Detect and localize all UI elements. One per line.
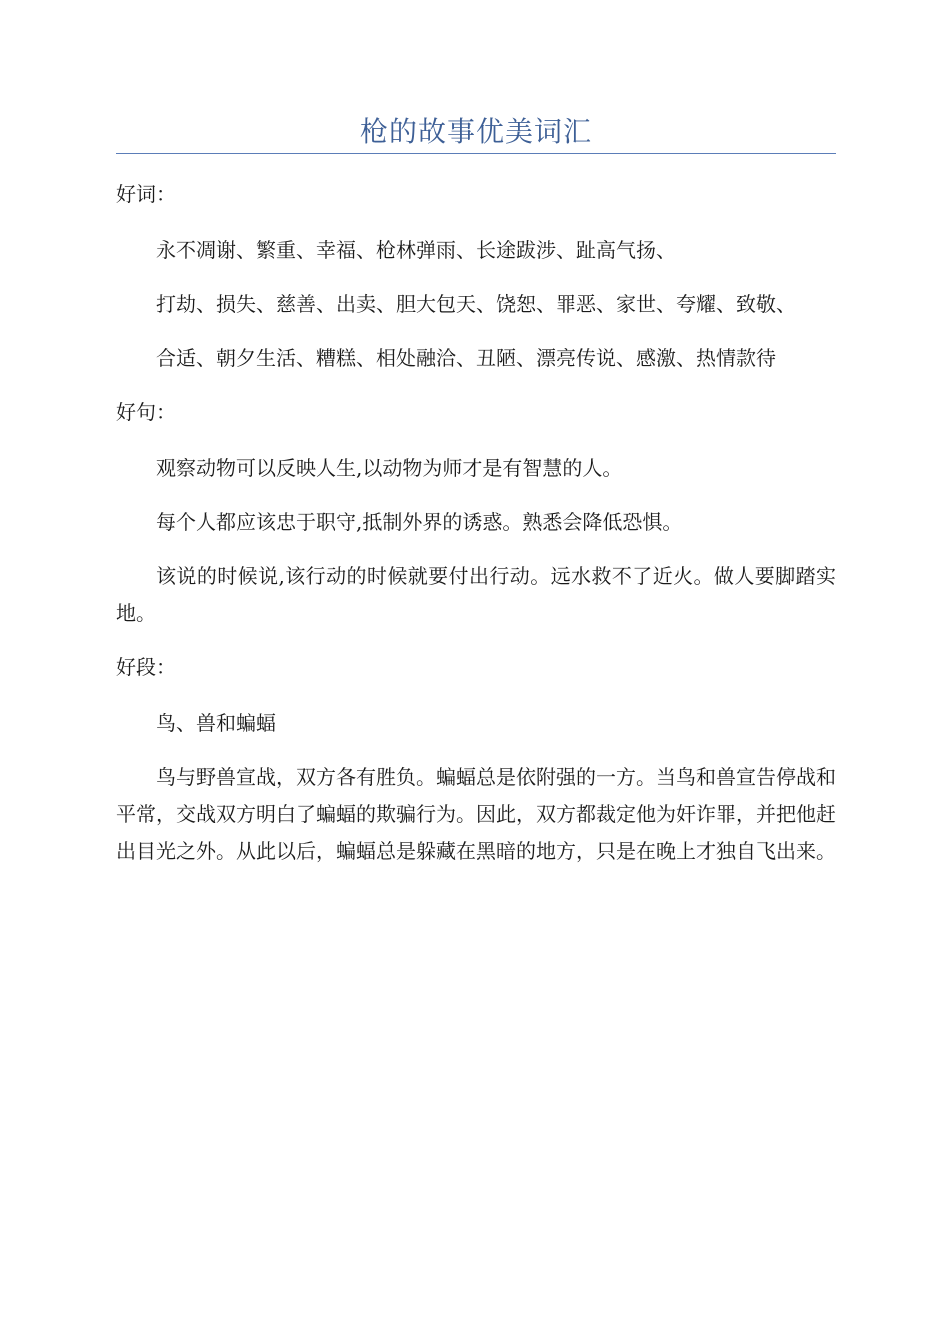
- words-line: 打劫、损失、慈善、出卖、胆大包天、饶恕、罪恶、家世、夸耀、致敬、: [156, 292, 796, 316]
- sentence-line: 观察动物可以反映人生,以动物为师才是有智慧的人。: [156, 456, 623, 480]
- title-underline: [116, 153, 836, 154]
- title-block: [116, 112, 836, 152]
- section-label-words: 好词：: [116, 182, 176, 206]
- words-line: 合适、朝夕生活、糟糕、相处融洽、丑陋、漂亮传说、感激、热情款待: [156, 346, 776, 370]
- sentence-line: 每个人都应该忠于职守,抵制外界的诱惑。熟悉会降低恐惧。: [156, 510, 683, 534]
- paragraph-body: 鸟与野兽宣战，双方各有胜负。蝙蝠总是依附强的一方。当鸟和兽宣告停战和平常，交战双方明白了蝙蝠的欺骗行为。因此，双方都裁定他为奸诈罪，并把他赶出目光之外。从此以后，蝙蝠总是躲藏在黑暗的地方，只是在晚上才独自飞出来。: [116, 765, 836, 863]
- sentence-line: 该说的时候说,该行动的时候就要付出行动。远水救不了近火。做人要脚踏实地。: [116, 564, 836, 625]
- document-body: [116, 176, 836, 887]
- section-label-paragraph: 好段：: [116, 655, 176, 679]
- section-label-sentences: 好句：: [116, 400, 176, 424]
- paragraph-subtitle: 鸟、兽和蝙蝠: [156, 711, 276, 735]
- page-title: 枪的故事优美词汇: [359, 115, 592, 148]
- words-line: 永不凋谢、繁重、幸福、枪林弹雨、长途跋涉、趾高气扬、: [156, 238, 676, 262]
